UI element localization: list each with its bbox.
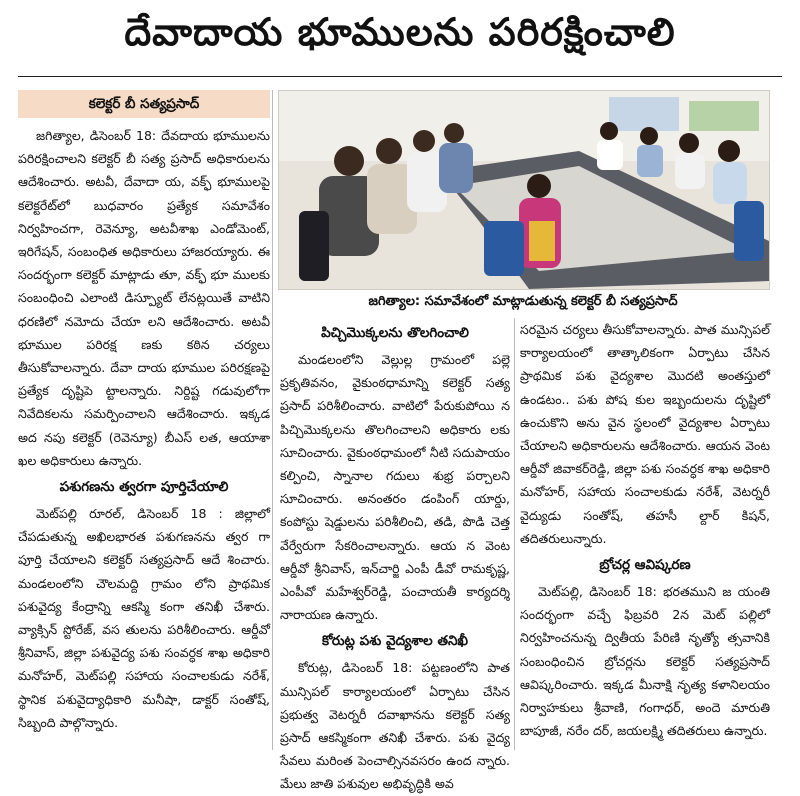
headline: దేవాదాయ భూములను పరిరక్షించాలి [124,10,676,54]
column-3 [520,318,770,742]
meeting-photo [278,90,770,290]
column-1 [18,90,270,734]
subhead-korutla: కోరుట్ల పశు వైద్యశాల తనిఖీ [321,633,469,650]
paragraph-pashuganana: మెట్‌పల్లి రూరల్, డిసెంబర్ 18 : జిల్లాలో చేపడుతున్న అఖిలభారత పశుగణనను త్వర గా పూర్తి చేయాలని కలెక్టర్ సత్యప్రసాద్ ఆదే శించారు. మండలంలోని చౌలమద్ది గ్రామం లోని ప్రాథమిక పశువైద్య కేంద్రాన్ని ఆకస్మి కంగా తనిఖీ చేశారు. వ్యాక్సిన్ స్టోరేజ్, వస తులను పరిశీలించారు. ఆర్డీవో శ్రీనివాస్, జిల్లా పశువైద్య పశు సంవర్ధక శాఖ అధికారి మనోహర్, మెట్‌పల్లి సహాయ సంచాలకుడు నరేశ్, స్థానిక పశువైద్యాధికారి మనీషా, డాక్టర్ సంతోష్, సిబ్బంది పాల్గొన్నారు. [18,506,270,730]
paragraph-pichimokkalu: మండలంలోని వెల్లుల్ల గ్రామంలో పల్లె ప్రకృతివనం, వైకుంఠధామాన్ని కలెక్టర్ సత్య ప్రసాద్ పరిశీలించారు. వాటిలో పేరుకుపోయి న పిచ్చిమొక్కలను తొలగించాలని అధికారు లకు సూచించారు. వైకుంఠధామంలో నీటి సదుపాయం కల్పించి, స్నానాల గదులు శుభ్ర పర్చాలని సూచించారు. అనంతరం డంపింగ్ యార్డు, కంపోస్టు షెడ్డులను పరిశీలించి, తడి, పొడి చెత్త వేర్వేరుగా సేకరించాలన్నారు. ఆయ న వెంట ఆర్డీవో శ్రీనివాస్, ఇన్‌చార్జి ఎంపీ డీవో రామకృష్ణ, ఎంపీవో మహేశ్వర్‌రెడ్డి, పంచాయతీ కార్యదర్శి నారాయణ ఉన్నారు. [280,352,510,623]
subhead-brochure: బ్రోచర్ల ఆవిష్కరణ [599,557,691,574]
subhead-pichimokkalu: పిచ్చిమొక్కలను తొలగించాలి [321,325,469,341]
meeting-photo-illustration [279,91,769,289]
paragraph-devadaya: జగిత్యాల, డిసెంబర్ 18: దేవదాయ భూములను పరిరక్షించాలని కలెక్టర్ బీ సత్య ప్రసాద్ అధికారులను ఆదేశించారు. అటవీ, దేవాదా య, వక్ఫ్ భూములపై కలెక్టరేట్‌లో బుధవారం ప్రత్యేక సమావేశం నిర్వహించగా, రెవెన్యూ, అటవీశాఖ ఎండోమెంట్, ఇరిగేషన్, సంబంధిత అధికారులు హాజరయ్యారు. ఈ సందర్భంగా కలెక్టర్ మాట్లాడు తూ, వక్ఫ్ భూ ములకు సంబంధించి ఎలాంటి డిస్ప్యూట్ లేనట్లయితే వాటిని ధరణిలో నమోదు చేయా లని ఆదేశించారు. అటవీ భూముల పరిరక్ష ణకు కఠిన చర్యలు తీసుకోవాలన్నారు. దేవా దాయ భూముల పరిరక్షణపై ప్రత్యేక దృష్టిపె ట్టాలన్నారు. నిర్దిష్ట గడువులోగా నివేదికలను సమర్పించాలని ఆదేశించారు. ఇక్కడ అద నపు కలెక్టర్ (రెవెన్యూ) బీఎస్ లత, ఆయాశా ఖల అధికారులు ఉన్నారు. [18,128,270,468]
column-2 [280,318,510,796]
column-divider-2 [514,318,515,750]
headline-rule [18,76,782,77]
photo-caption: జగిత్యాల: సమావేశంలో మాట్లాడుతున్న కలెక్టర్ బీ సత్యప్రసాద్ [368,294,678,309]
subhead-pashuganana: పశుగణను త్వరగా పూర్తిచేయాలి [59,479,229,496]
paragraph-korutla-cont: సరమైన చర్యలు తీసుకోవాలన్నారు. పాత మున్సిపల్ కార్యాలయంలో తాత్కాలికంగా ఏర్పాటు చేసిన ప్రాథమిక పశు వైద్యశాల మొదటి అంతస్తులో ఉండటం.. పశు పోష కుల ఇబ్బందులను దృష్టిలో ఉంచుకొని అను వైన స్థలంలో వైద్యశాల ఏర్పాటు చేయాలని అధికారులను ఆదేశించారు. ఆయన వెంట ఆర్డీవో జివాకర్‌రెడ్డి, జిల్లా పశు సంవర్ధక శాఖ అధికారి మనోహర్, సహాయ సంచాలకుడు నరేశ్, వెటర్నరీ వైద్యుడు సంతోష్, తహసీ ల్దార్ కిషన్, తదితరులున్నారు. [520,322,770,546]
column-divider [272,90,273,750]
paragraph-korutla: కోరుట్ల, డిసెంబర్ 18: పట్టణంలోని పాత మున్సిపల్ కార్యాలయంలో ఏర్పాటు చేసిన ప్రభుత్వ వెటర్నరీ దవాఖానను కలెక్టర్ సత్య ప్రసాద్ ఆకస్మికంగా తనిఖీ చేశారు. పశు వైద్య సేవలు మరింత పెంచాల్సినవసరం ఉంద న్నారు. మేలు జాతి పశువుల అభివృద్ధికి అవ [280,660,510,792]
byline: కలెక్టర్ బీ సత్యప్రసాద్ [18,90,270,118]
paragraph-brochure: మెట్‌పల్లి, డిసెంబర్ 18: భరతముని జ యంతి సందర్భంగా వచ్చే ఫిబ్రవరి 2న మెట్ పల్లిలో నిర్వహించనున్న ద్వితీయ పేరిణి నృత్యో త్సవానికి సంబంధించిన బ్రోచర్లను కలెక్టర్ సత్యప్రసాద్ ఆవిష్కరించారు. ఇక్కడ మీనాక్షి నృత్య కళానిలయం నిర్వాహకులు శ్రీవాణి, గంగాధర్, అందె మారుతి బాపూజీ, నరేం దర్, జయలక్ష్మి తదితరులు ఉన్నారు. [520,584,770,739]
